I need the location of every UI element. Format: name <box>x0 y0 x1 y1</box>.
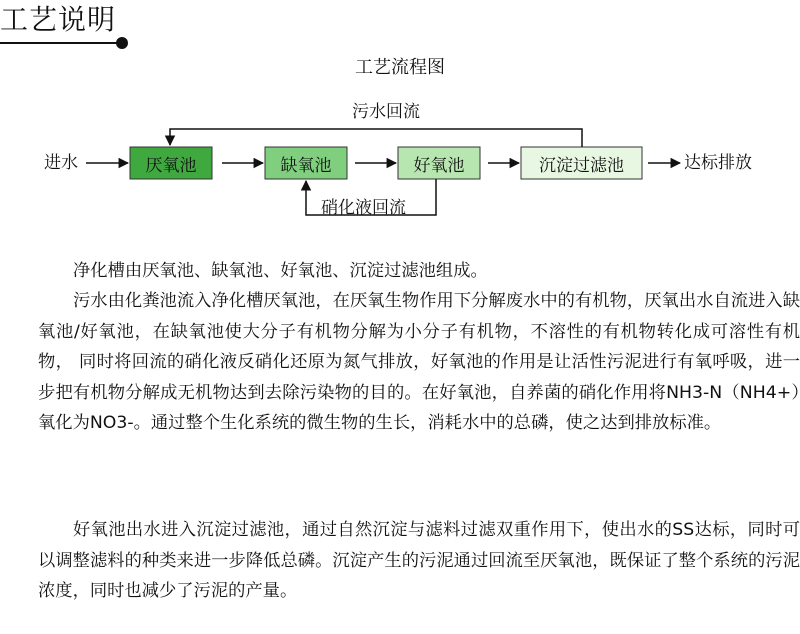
tank-label-anaerobic: 厌氧池 <box>145 155 197 176</box>
diagram-title: 工艺流程图 <box>355 57 445 78</box>
inlet-label: 进水 <box>44 153 78 173</box>
nitrate-return-label: 硝化液回流 <box>321 198 406 218</box>
section-title: 工艺说明 <box>0 3 117 36</box>
paragraph-settling: 好氧池出水进入沉淀过滤池，通过自然沉淀与滤料过滤双重作用下，使出水的SS达标，同时可以调整滤料的种类来进一步降低总磷。沉淀产生的污泥通过回流至厌氧池，既保证了整个系统的污泥浓度，同时也减少了污泥的产量。 <box>38 520 800 601</box>
paragraph-process: 污水由化粪池流入净化槽厌氧池，在厌氧生物作用下分解废水中的有机物，厌氧出水自流进入缺氧池/好氧池，在缺氧池使大分子有机物分解为小分子有机物，不溶性的有机物转化成可溶性有机物， 同时将回流的硝化液反硝化还原为氮气排放，好氧池的作用是让活性污泥进行有氧呼吸，进一步把有机物分解成无机物达到去除污染物的目的。在好氧池，自养菌的硝化作用将NH3-N（NH4+）氧化为NO3-。通过整个生化系统的微生物的生长，消耗水中的总磷，使之达到排放标准。 <box>38 291 800 433</box>
tank-label-anoxic: 缺氧池 <box>280 155 332 176</box>
outlet-label: 达标排放 <box>684 153 752 173</box>
tank-label-aerobic: 好氧池 <box>413 155 465 176</box>
sludge-return-label: 污水回流 <box>352 102 420 122</box>
paragraph-composition: 净化槽由厌氧池、缺氧池、好氧池、沉淀过滤池组成。 <box>73 261 488 281</box>
sludge-return-arrow <box>170 129 582 147</box>
tank-label-settling: 沉淀过滤池 <box>539 155 624 176</box>
